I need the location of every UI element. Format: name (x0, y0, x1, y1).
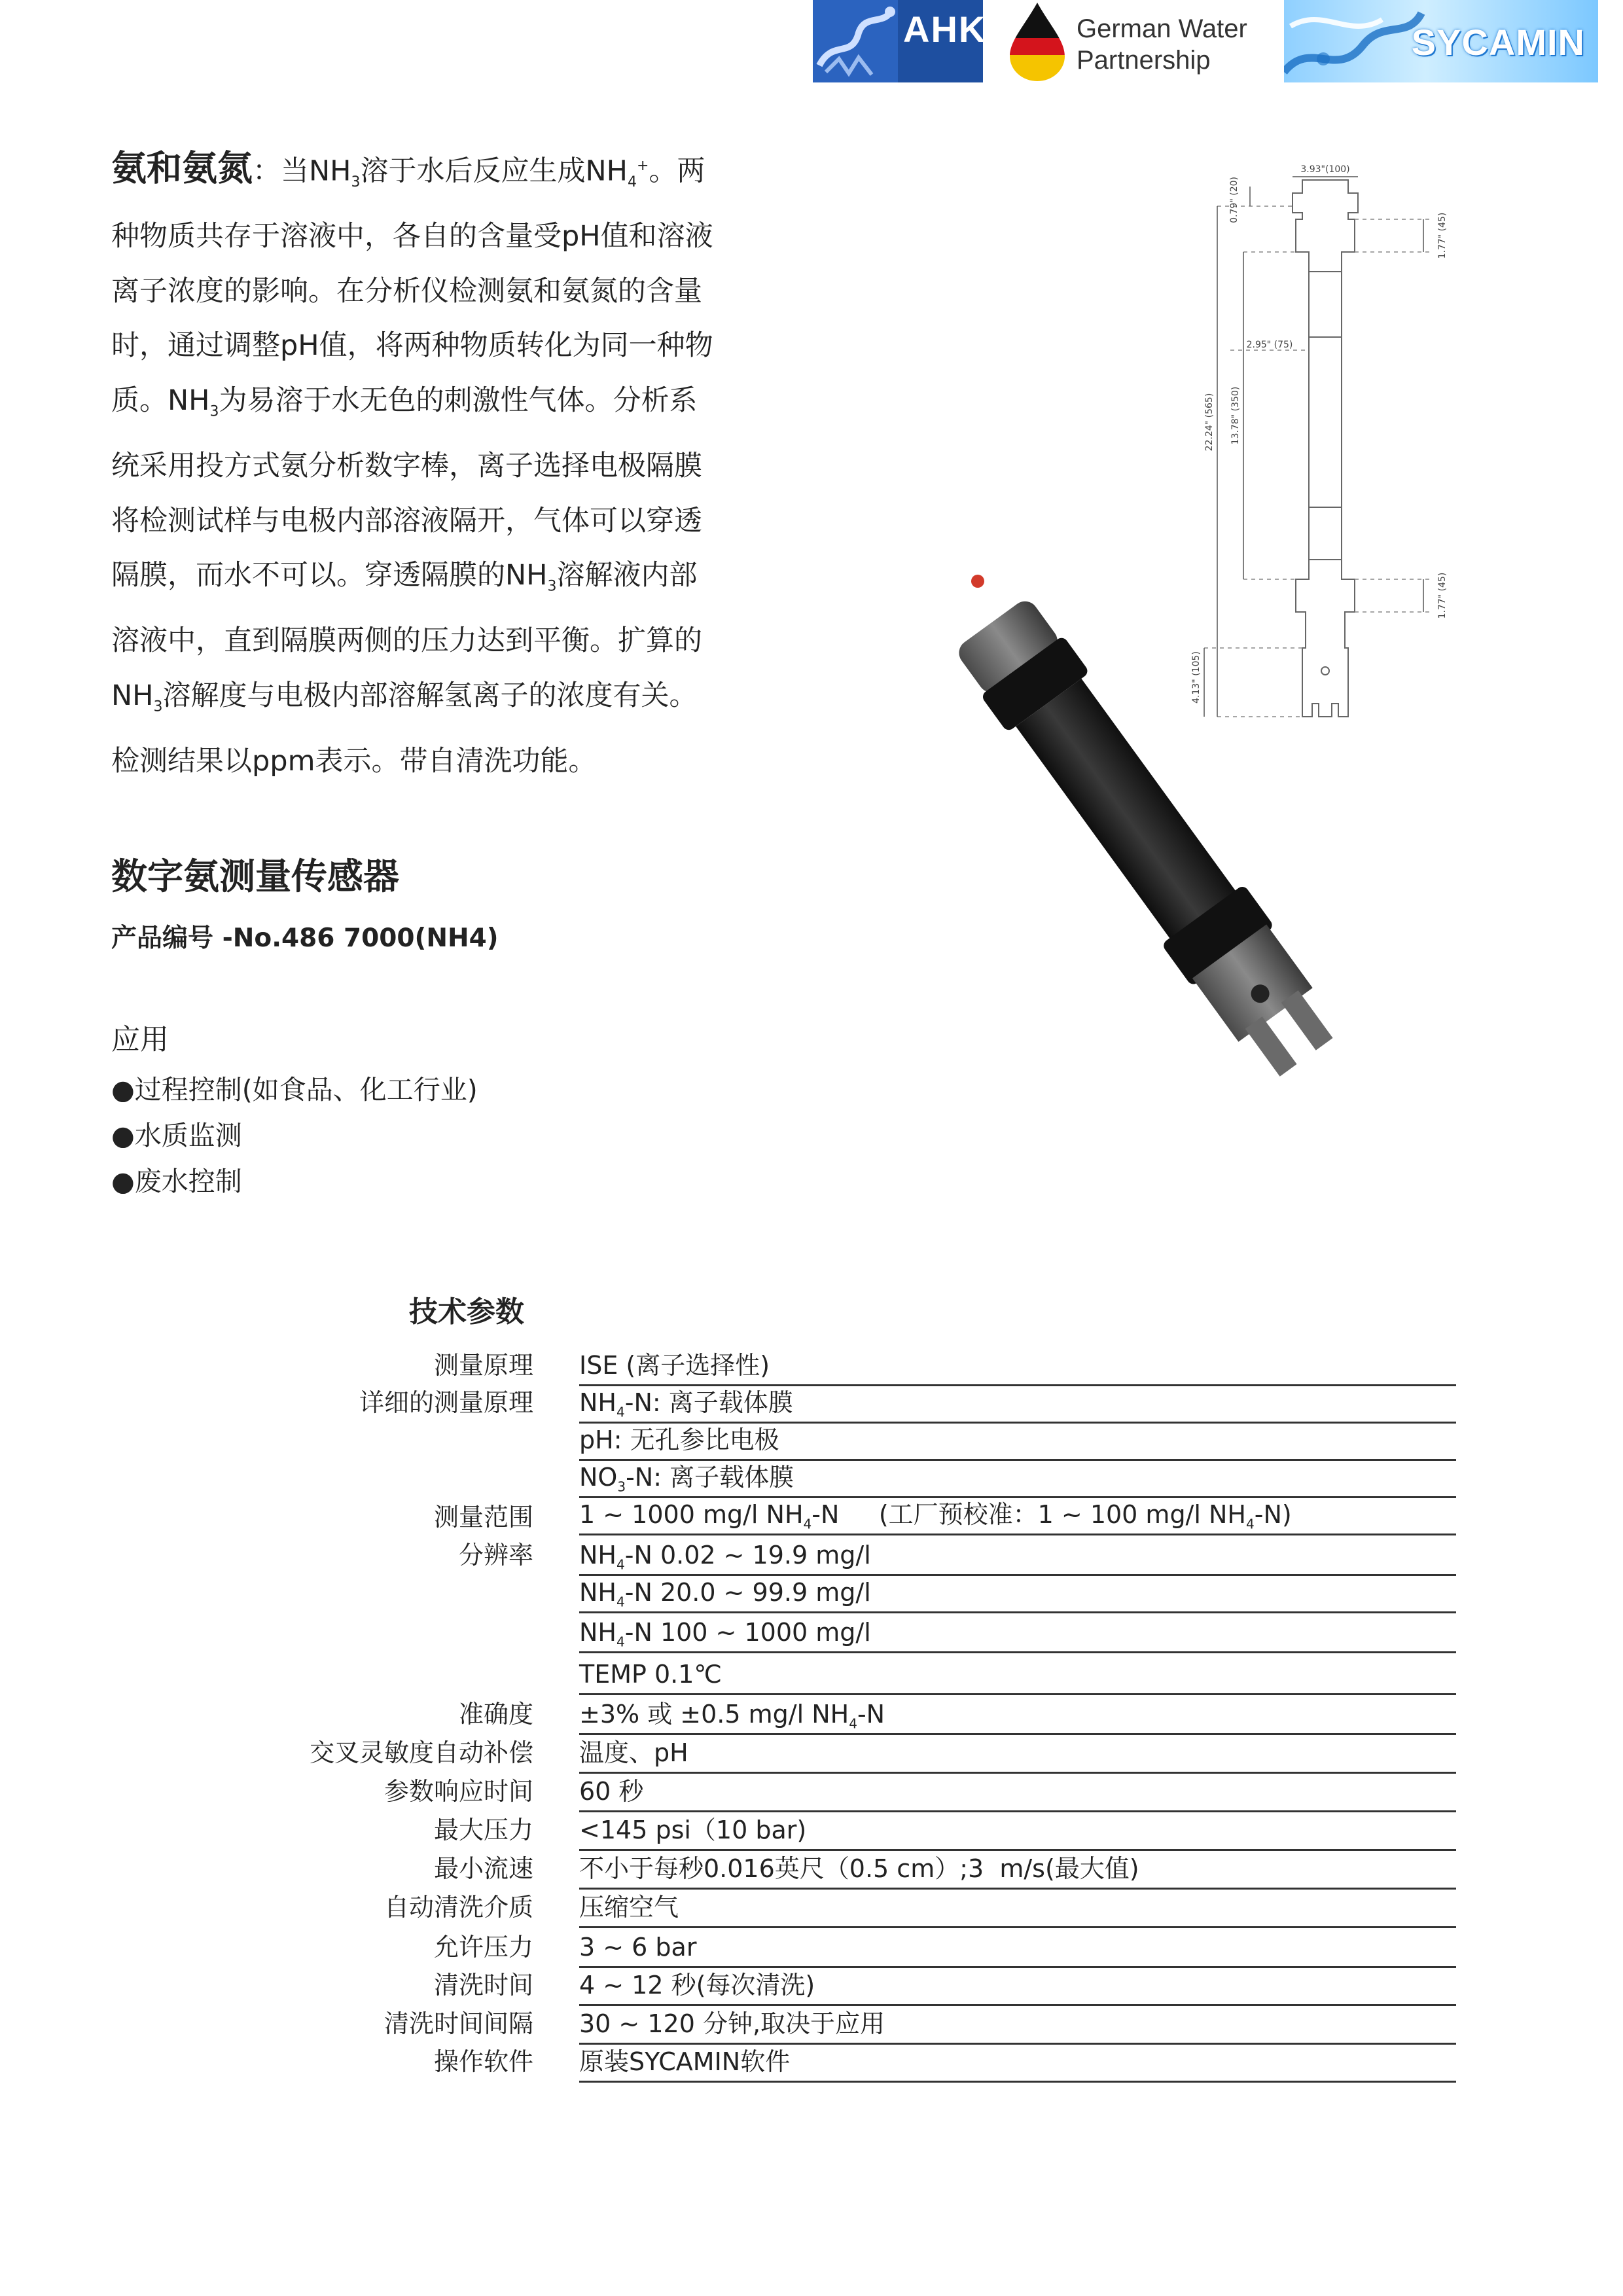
spec-label: 自动清洗介质 (383, 1893, 533, 1922)
spec-label: 清洗时间 (433, 1971, 533, 2000)
dim-total-length: 22.24" (565) (1204, 393, 1215, 452)
spec-value: 不小于每秒0.016英尺（0.5 cm）;3 m/s(最大值) (579, 1853, 1456, 1890)
spec-value: pH: 无孔参比电极 (579, 1424, 1456, 1461)
water-splash-icon (1284, 0, 1428, 82)
intro-line: 离子浓度的影响。在分析仪检测氨和氨氮的含量 (111, 274, 702, 308)
sycamin-logo-text: SYCAMIN (1411, 22, 1585, 63)
intro-line: 统采用投方式氨分析数字棒，离子选择电极隔膜 (111, 450, 702, 483)
spec-value: 60 秒 (579, 1776, 1456, 1812)
intro-line: 质。$NH_3$为易溶于水无色的刺激性气体。分析系 (111, 384, 698, 420)
intro-line: 隔膜，而水不可以。穿透隔膜的$NH_3$溶解液内部 (111, 559, 698, 595)
spec-value: $NO_3-N$: 离子载体膜 (579, 1462, 1456, 1498)
gwp-logo-line2: Partnership (1077, 46, 1211, 75)
spec-value: <145 psi（10 bar) (579, 1814, 1456, 1851)
spec-heading: 技术参数 (409, 1295, 524, 1329)
product-number: 产品编号 -No.486 7000(NH4) (111, 924, 499, 953)
spec-label: 测量原理 (433, 1351, 533, 1380)
spec-table (0, 1350, 1623, 2102)
spec-label: 最小流速 (433, 1854, 533, 1883)
spec-value: $NH_4-N$ 0.02 ~ 19.9 mg/l (579, 1539, 1456, 1576)
german-water-partnership-logo (1005, 0, 1279, 82)
ahk-logo (813, 0, 987, 82)
spec-value: $NH_4-N$ 100 ~ 1000 mg/l (579, 1617, 1456, 1653)
intro-line: 氨和氨氮：当$NH_3$溶于水后反应生成$NH_4^+$。两 (111, 147, 705, 190)
spec-label: 操作软件 (433, 2047, 533, 2076)
spec-value: TEMP 0.1℃ (579, 1659, 1456, 1695)
spec-label: 测量范围 (433, 1503, 533, 1532)
dim-bottom: 4.13" (105) (1191, 651, 1202, 704)
sensor-product-photo (864, 550, 1387, 1086)
sycamin-logo (1284, 0, 1598, 82)
spec-value: 30 ~ 120 分钟,取决于应用 (579, 2008, 1456, 2045)
intro-lead-heading: 氨和氨氮 (111, 147, 253, 189)
spec-label: 最大压力 (433, 1816, 533, 1844)
red-indicator-icon (971, 575, 984, 588)
gwp-logo-line1: German Water (1077, 14, 1247, 43)
application-item: ●废水控制 (111, 1166, 242, 1197)
spec-label: 准确度 (458, 1700, 533, 1729)
spec-value: ±3% 或 ±0.5 mg/l $NH_4-N$ (579, 1698, 1456, 1735)
product-title: 数字氨测量传感器 (111, 855, 400, 897)
spec-value: 3 ~ 6 bar (579, 1931, 1456, 1968)
water-drop-flag-icon (1005, 0, 1070, 82)
spec-value: 1 ~ 1000 mg/l $NH_4-N$ (工厂预校准：1 ~ 100 mg/l $NH_4-N$) (579, 1499, 1456, 1535)
application-item: ●水质监测 (111, 1120, 242, 1151)
dim-top-width: 3.93"(100) (1300, 164, 1350, 175)
application-item: ●过程控制(如食品、化工行业) (111, 1074, 478, 1105)
dragon-emblem-icon (813, 0, 898, 82)
spec-value: 4 ~ 12 秒(每次清洗) (579, 1969, 1456, 2006)
intro-line: 溶液中，直到隔膜两侧的压力达到平衡。扩算的 (111, 624, 702, 658)
applications-title: 应用 (111, 1023, 169, 1056)
ahk-logo-text: AHK (903, 9, 987, 50)
dim-top-height: 0.79" (20) (1229, 177, 1240, 223)
dim-body-width: 2.95" (75) (1246, 340, 1293, 350)
intro-line: 时，通过调整pH值，将两种物质转化为同一种物 (111, 329, 713, 363)
spec-label: 允许压力 (433, 1933, 533, 1962)
spec-value: 原装SYCAMIN软件 (579, 2046, 1456, 2083)
intro-line: 检测结果以ppm表示。带自清洗功能。 (111, 744, 597, 778)
intro-paragraph (111, 139, 766, 789)
spec-label: 分辨率 (458, 1541, 533, 1570)
spec-label: 交叉灵敏度自动补偿 (309, 1738, 533, 1767)
spec-value: 压缩空气 (579, 1892, 1456, 1928)
spec-value: $NH_4-N$ 20.0 ~ 99.9 mg/l (579, 1577, 1456, 1613)
dim-upper-right: 1.77" (45) (1437, 212, 1448, 259)
intro-line: 将检测试样与电极内部溶液隔开，气体可以穿透 (111, 504, 702, 537)
intro-line: 种物质共存于溶液中，各自的含量受pH值和溶液 (111, 220, 713, 253)
spec-label: 详细的测量原理 (359, 1388, 533, 1417)
spec-label: 参数响应时间 (383, 1777, 533, 1806)
spec-value: ISE (离子选择性) (579, 1350, 1456, 1386)
dim-lower-right: 1.77" (45) (1437, 572, 1448, 619)
spec-label: 清洗时间间隔 (383, 2009, 533, 2038)
intro-line: $NH_3$溶解度与电极内部溶解氢离子的浓度有关。 (111, 679, 698, 715)
dim-body-length: 13.78" (350) (1230, 386, 1241, 445)
spec-value: 温度、pH (579, 1737, 1456, 1774)
spec-value: $NH_4-N$: 离子载体膜 (579, 1387, 1456, 1424)
